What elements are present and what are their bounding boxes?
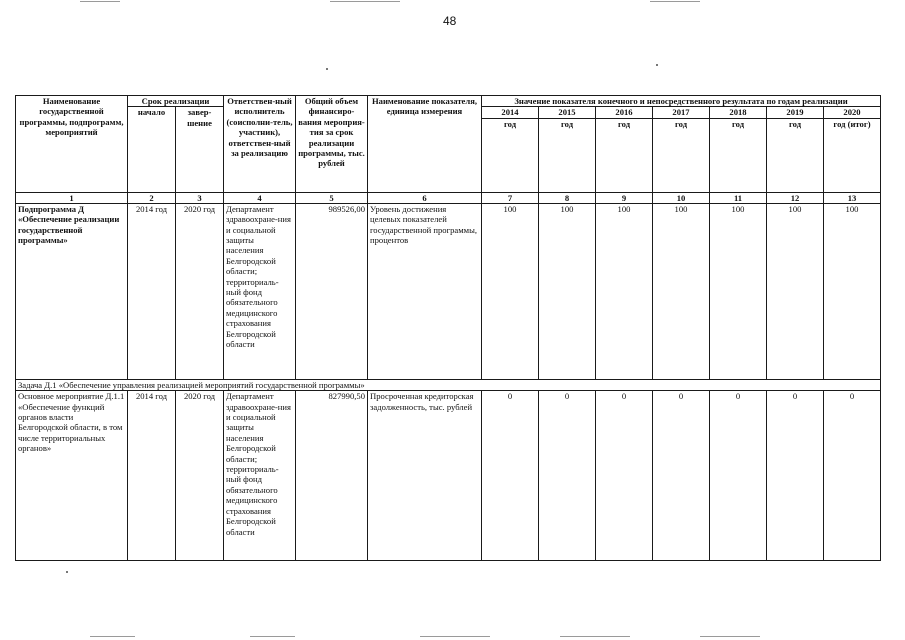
column-number: 10	[653, 192, 710, 203]
row-value: 100	[824, 203, 881, 379]
header-term-end: завер-шение	[176, 107, 224, 192]
row-indicator: Просроченная кредиторская задолженность, тыс. рублей	[368, 391, 482, 561]
column-number: 1	[16, 192, 128, 203]
row-value: 100	[596, 203, 653, 379]
row-indicator: Уровень достижения целевых показателей государственной программы, процентов	[368, 203, 482, 379]
header-year-unit: год	[596, 118, 653, 192]
header-year-unit: год	[767, 118, 824, 192]
task-title: Задача Д.1 «Обеспечение управления реализацией мероприятий государственной программы»	[16, 379, 881, 390]
header-year: 2017	[653, 107, 710, 118]
header-term-start: начало	[128, 107, 176, 192]
header-term-group: Срок реализации	[128, 96, 224, 107]
column-number: 11	[710, 192, 767, 203]
header-year-unit: год	[653, 118, 710, 192]
row-value: 100	[767, 203, 824, 379]
header-values-group: Значение показателя конечного и непосредственного результата по годам реализации	[482, 96, 881, 107]
table-row	[16, 203, 881, 379]
row-executor: Департамент здравоохране-ния и социальной защиты населения Белгородской области; территориаль-ный фонд обязательного медицинского страхования Белгородской области	[224, 391, 296, 561]
row-program-name: Основное мероприятие Д.1.1 «Обеспечение функций органов власти Белгородской области, в том числе территориальных органов»	[16, 391, 128, 561]
column-number: 9	[596, 192, 653, 203]
row-financing: 827990,50	[296, 391, 368, 561]
scan-line-top-mid	[330, 1, 400, 2]
table-row	[16, 391, 881, 561]
scan-speck	[326, 68, 328, 70]
column-number: 4	[224, 192, 296, 203]
column-number: 8	[539, 192, 596, 203]
row-value: 0	[710, 391, 767, 561]
row-value: 0	[767, 391, 824, 561]
scan-line-bottom-4	[560, 636, 630, 637]
header-year-unit: год	[482, 118, 539, 192]
column-number: 12	[767, 192, 824, 203]
column-number: 7	[482, 192, 539, 203]
row-value: 100	[653, 203, 710, 379]
column-number: 5	[296, 192, 368, 203]
header-year-unit: год (итог)	[824, 118, 881, 192]
row-start: 2014 год	[128, 391, 176, 561]
header-year: 2016	[596, 107, 653, 118]
scan-line-bottom-3	[420, 636, 490, 637]
header-year: 2019	[767, 107, 824, 118]
scan-speck	[66, 571, 68, 573]
header-program-name: Наименование государственной программы, подпрограмм, мероприятий	[16, 96, 128, 193]
scan-speck	[656, 64, 658, 66]
row-value: 0	[653, 391, 710, 561]
row-value: 0	[539, 391, 596, 561]
scan-line-bottom-1	[90, 636, 135, 637]
page-number: 48	[443, 14, 457, 28]
scan-line-top-right	[650, 1, 700, 2]
results-table	[15, 95, 881, 561]
row-value: 100	[710, 203, 767, 379]
row-executor: Департамент здравоохране-ния и социальной защиты населения Белгородской области; территориаль-ный фонд обязательного медицинского страхования Белгородской области	[224, 203, 296, 379]
scan-line-bottom-5	[700, 636, 760, 637]
row-value: 0	[482, 391, 539, 561]
header-year: 2015	[539, 107, 596, 118]
column-number: 3	[176, 192, 224, 203]
scan-line-top-left	[80, 1, 120, 2]
header-executor: Ответствен-ный исполнитель (соисполни-тель, участник), ответствен-ный за реализацию	[224, 96, 296, 193]
row-program-name: Подпрограмма Д «Обеспечение реализации государственной программы»	[16, 203, 128, 379]
header-year-unit: год	[710, 118, 767, 192]
header-indicator: Наименование показателя, единица измерения	[368, 96, 482, 193]
row-financing: 989526,00	[296, 203, 368, 379]
row-value: 0	[824, 391, 881, 561]
header-year: 2014	[482, 107, 539, 118]
row-value: 0	[596, 391, 653, 561]
row-value: 100	[482, 203, 539, 379]
row-end: 2020 год	[176, 391, 224, 561]
scan-line-bottom-2	[250, 636, 295, 637]
row-value: 100	[539, 203, 596, 379]
column-number: 6	[368, 192, 482, 203]
header-year-unit: год	[539, 118, 596, 192]
header-year: 2018	[710, 107, 767, 118]
header-year: 2020	[824, 107, 881, 118]
row-end: 2020 год	[176, 203, 224, 379]
column-number: 2	[128, 192, 176, 203]
column-number: 13	[824, 192, 881, 203]
row-start: 2014 год	[128, 203, 176, 379]
header-financing: Общий объем финансиро-вания мероприя-тия за срок реализации программы, тыс. рублей	[296, 96, 368, 193]
